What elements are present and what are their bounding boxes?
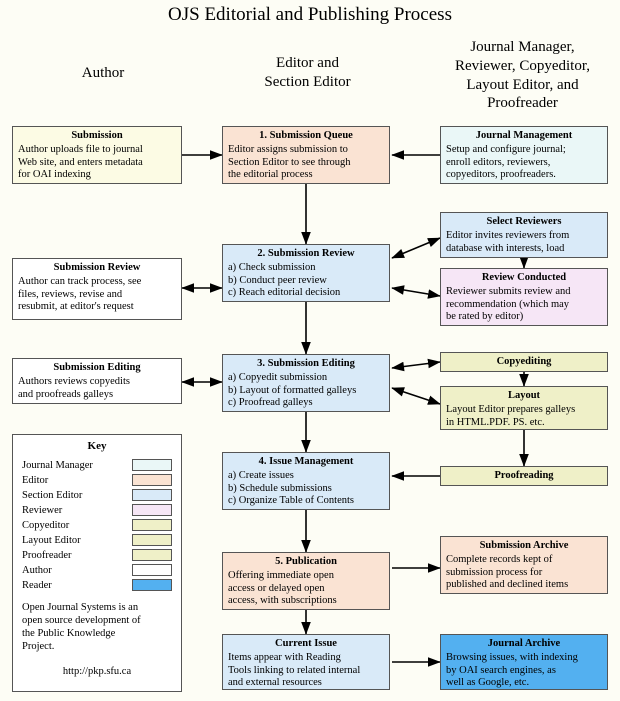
box-body: a) Check submission b) Conduct peer review c) Reach editorial decision — [228, 261, 341, 299]
box-submission-review-editor[interactable] — [222, 244, 390, 302]
key-row-author — [22, 564, 172, 576]
box-body: a) Copyedit submission b) Layout of formatted galleys c) Proofread galleys — [228, 371, 357, 409]
box-journal-archive[interactable] — [440, 634, 608, 690]
key-label: Copyeditor — [22, 519, 70, 531]
box-layout[interactable] — [440, 386, 608, 430]
box-journal-management[interactable] — [440, 126, 608, 184]
key-swatch — [132, 474, 172, 486]
box-title: Submission Editing — [53, 362, 141, 373]
arrow-review-to-select-reviewers — [392, 238, 440, 258]
box-submission-editing[interactable] — [222, 354, 390, 412]
box-title: 4. Issue Management — [258, 456, 354, 467]
column-header-3: Journal Manager, Reviewer, Copyeditor, Layout Editor, and Proofreader — [454, 39, 590, 112]
key-note: Open Journal Systems is an open source development of the Public Knowledge Project. — [22, 602, 141, 653]
box-body: Editor assigns submission to Section Editor to see through the editorial process — [228, 143, 351, 181]
key-swatch — [132, 564, 172, 576]
box-body: Reviewer submits review and recommendation (which may be rated by editor) — [446, 285, 571, 323]
box-body: Author uploads file to journal Web site, and enters metadata for OAI indexing — [18, 143, 143, 181]
box-title: Journal Management — [475, 130, 573, 141]
key-url[interactable]: http://pkp.sfu.ca — [62, 665, 132, 677]
box-title: 1. Submission Queue — [259, 130, 353, 141]
box-title: 2. Submission Review — [257, 248, 355, 259]
box-issue-management[interactable] — [222, 452, 390, 510]
key-label: Editor — [22, 474, 49, 486]
box-title: Review Conducted — [481, 272, 567, 283]
box-title: Layout — [507, 390, 541, 401]
key-label: Proofreader — [22, 549, 72, 561]
key-row-reader — [22, 579, 172, 591]
box-copyediting[interactable] — [440, 352, 608, 372]
column-header-2: Editor and Section Editor — [264, 55, 351, 90]
key-row-section-editor — [22, 489, 172, 501]
box-publication[interactable] — [222, 552, 390, 610]
key-swatch — [132, 519, 172, 531]
box-select-reviewers[interactable] — [440, 212, 608, 258]
box-body: Complete records kept of submission process for published and declined items — [446, 553, 569, 591]
key-swatch — [132, 534, 172, 546]
column-header-1: Author — [81, 65, 125, 81]
arrow-editing-to-layout — [392, 388, 440, 404]
key-label: Reviewer — [22, 504, 63, 516]
arrow-editing-to-copyediting — [392, 362, 440, 368]
box-body: a) Create issues b) Schedule submissions c) Organize Table of Contents — [228, 469, 355, 507]
key-label: Journal Manager — [22, 459, 93, 471]
box-submission-archive[interactable] — [440, 536, 608, 594]
box-review-conducted[interactable] — [440, 268, 608, 326]
key-row-copyeditor — [22, 519, 172, 531]
box-title: 5. Publication — [275, 556, 337, 567]
key-row-editor — [22, 474, 172, 486]
legend-key — [12, 434, 182, 692]
box-submission[interactable] — [12, 126, 182, 184]
key-heading: Key — [87, 440, 107, 452]
key-label: Reader — [22, 579, 52, 591]
box-current-issue[interactable] — [222, 634, 390, 690]
box-title: Proofreading — [494, 470, 554, 481]
box-proofreading[interactable] — [440, 466, 608, 486]
key-row-reviewer — [22, 504, 172, 516]
page-title: OJS Editorial and Publishing Process — [168, 4, 452, 25]
box-body: Browsing issues, with indexing by OAI search engines, as well as Google, etc. — [446, 651, 578, 689]
key-label: Section Editor — [22, 489, 83, 501]
box-title: Submission Archive — [479, 540, 569, 551]
key-swatch — [132, 504, 172, 516]
key-row-layout-editor — [22, 534, 172, 546]
box-body: Authors reviews copyedits and proofreads galleys — [18, 375, 130, 400]
box-body: Layout Editor prepares galleys in HTML.PDF. PS. etc. — [446, 403, 576, 428]
box-title: 3. Submission Editing — [257, 358, 355, 369]
box-title: Select Reviewers — [486, 216, 562, 227]
box-title: Copyediting — [496, 356, 552, 367]
key-swatch — [132, 489, 172, 501]
key-row-journal-manager — [22, 459, 172, 471]
box-submission-review-author[interactable] — [12, 258, 182, 320]
key-label: Layout Editor — [22, 534, 81, 546]
box-title: Submission Review — [53, 262, 141, 273]
box-body: Items appear with Reading Tools linking to related internal and external resources — [228, 651, 361, 689]
box-body: Offering immediate open access or delayed open access, with subscriptions — [228, 569, 337, 607]
key-row-proofreader — [22, 549, 172, 561]
box-title: Current Issue — [275, 638, 337, 649]
box-body: Author can track process, see files, reviews, revise and resubmit, at editor's request — [18, 275, 142, 313]
box-submission-queue[interactable] — [222, 126, 390, 184]
box-body: Setup and configure journal; enroll editors, reviewers, copyeditors, proofreaders. — [446, 143, 566, 181]
key-swatch — [132, 459, 172, 471]
key-swatch — [132, 549, 172, 561]
arrow-review-to-review-conducted — [392, 288, 440, 296]
box-submission-editing-author[interactable] — [12, 358, 182, 404]
box-title: Journal Archive — [487, 638, 561, 649]
box-body: Editor invites reviewers from database with interests, load — [446, 229, 570, 254]
key-swatch — [132, 579, 172, 591]
box-title: Submission — [71, 130, 123, 141]
key-label: Author — [22, 564, 52, 576]
